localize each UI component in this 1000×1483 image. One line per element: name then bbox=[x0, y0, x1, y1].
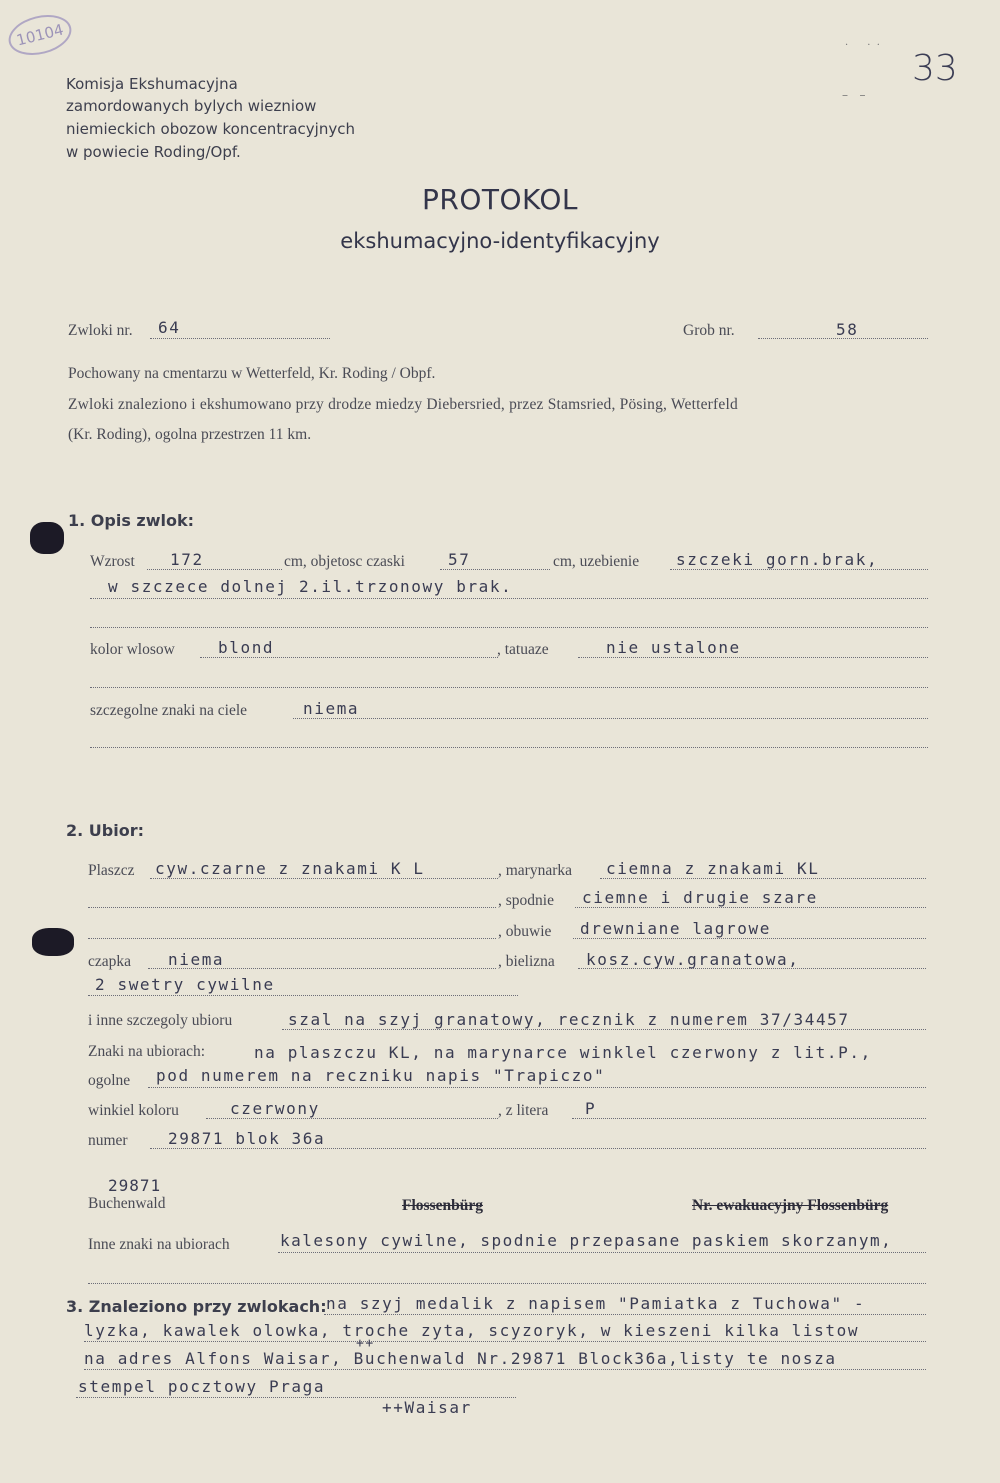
grob-number: 58 bbox=[836, 320, 859, 339]
archive-stamp-number: 10104 bbox=[14, 20, 66, 50]
found-items-value-3c: , Buchenwald Nr.29871 Block36a,listy te nosza bbox=[331, 1349, 837, 1368]
shoes-line bbox=[573, 938, 926, 939]
blank-line-1 bbox=[90, 627, 928, 628]
marks-value: niema bbox=[303, 699, 360, 718]
found-items-value-2: lyzka, kawalek olowka, troche zyta, scyzoryk, w kieszeni kilka listow bbox=[84, 1321, 860, 1340]
buchenwald-number: 29871 bbox=[108, 1176, 162, 1195]
burial-place: Pochowany na cmentarzu w Wetterfeld, Kr. Roding / Obpf. bbox=[68, 365, 436, 382]
evacuation-label: Nr. ewakuacyjny Flossenbürg bbox=[692, 1197, 889, 1214]
binding-hole-2 bbox=[32, 928, 74, 956]
flossenburg-label: Flossenbürg bbox=[402, 1197, 483, 1214]
height-line bbox=[147, 569, 282, 570]
page-number: 33 bbox=[912, 48, 958, 89]
number-line bbox=[150, 1148, 926, 1149]
skull-label: cm, objetosc czaski bbox=[284, 553, 405, 570]
jacket-label: , marynarka bbox=[498, 862, 573, 879]
other-clothing-label: i inne szczegoly ubioru bbox=[88, 1012, 233, 1029]
page-title: PROTOKOL bbox=[422, 183, 578, 216]
found-location-line-1: Zwloki znaleziono i ekshumowano przy drodze miedzy Diebersried, przez Stamsried, Pösing, Wetterfeld bbox=[68, 396, 738, 413]
number-label: numer bbox=[88, 1132, 128, 1149]
grob-label: Grob nr. bbox=[683, 322, 735, 339]
hair-line bbox=[200, 657, 498, 658]
cap-label: czapka bbox=[88, 953, 132, 970]
shoes-value: drewniane lagrowe bbox=[580, 919, 771, 938]
zwloki-number: 64 bbox=[158, 318, 181, 337]
tattoo-label: , tatuaze bbox=[497, 641, 549, 658]
cap-value: niema bbox=[168, 950, 225, 969]
jacket-line bbox=[600, 878, 926, 879]
found-location-line-2: (Kr. Roding), ogolna przestrzen 11 km. bbox=[68, 426, 312, 443]
blank-line-2 bbox=[90, 687, 928, 688]
general-line bbox=[148, 1087, 926, 1088]
tattoo-line bbox=[578, 657, 928, 658]
hair-value: blond bbox=[218, 638, 275, 657]
section3-heading: 3. Znaleziono przy zwlokach: bbox=[66, 1297, 327, 1316]
clothing-marks-label: Znaki na ubiorach: bbox=[88, 1043, 206, 1060]
teeth-line-2 bbox=[90, 598, 928, 599]
blank-line-3 bbox=[90, 747, 928, 748]
section1-heading: 1. Opis zwlok: bbox=[68, 511, 195, 530]
hair-label: kolor wlosow bbox=[90, 641, 175, 658]
teeth-value-1: szczeki gorn.brak, bbox=[676, 550, 879, 569]
height-label: Wzrost bbox=[90, 553, 135, 570]
buchenwald-label: Buchenwald bbox=[88, 1195, 166, 1212]
triangle-color-label: winkiel koloru bbox=[88, 1102, 179, 1119]
letter-line bbox=[572, 1118, 926, 1119]
margin-dash: – – bbox=[842, 88, 866, 102]
other-marks-line bbox=[278, 1252, 926, 1253]
marks-line bbox=[293, 718, 928, 719]
marks-label: szczegolne znaki na ciele bbox=[90, 702, 248, 719]
number-value: 29871 blok 36a bbox=[168, 1129, 326, 1148]
blank-line-4 bbox=[88, 1283, 926, 1284]
sweaters-line bbox=[88, 995, 518, 996]
trousers-pre-line bbox=[88, 907, 496, 908]
found-items-value-1: na szyj medalik z napisem "Pamiatka z Tuchowa" - bbox=[326, 1294, 866, 1313]
underwear-value: kosz.cyw.granatowa, bbox=[586, 950, 800, 969]
header-line-4: w powiecie Roding/Opf. bbox=[66, 143, 241, 161]
coat-label: Plaszcz bbox=[88, 862, 135, 879]
section2-heading: 2. Ubior: bbox=[66, 821, 144, 840]
skull-value: 57 bbox=[448, 550, 471, 569]
found-items-value-3b: Waisar bbox=[263, 1349, 332, 1368]
zwloki-label: Zwloki nr. bbox=[68, 322, 133, 339]
zwloki-line bbox=[150, 338, 330, 339]
found-items-value-4: stempel pocztowy Praga bbox=[78, 1377, 326, 1396]
other-marks-value: kalesony cywilne, spodnie przepasane paskiem skorzanym, bbox=[280, 1231, 893, 1250]
found-items-line-2 bbox=[84, 1341, 926, 1342]
footnote-text: ++Waisar bbox=[382, 1398, 472, 1417]
letter-label: , z litera bbox=[498, 1102, 549, 1119]
header-line-3: niemieckich obozow koncentracyjnych bbox=[66, 120, 355, 138]
footnote-marks: ++ bbox=[356, 1336, 375, 1351]
trousers-line bbox=[575, 907, 926, 908]
shoes-label: , obuwie bbox=[498, 923, 552, 940]
other-clothing-value: szal na szyj granatowy, recznik z numerem 37/34457 bbox=[288, 1010, 850, 1029]
teeth-label: cm, uzebienie bbox=[553, 553, 640, 570]
coat-line bbox=[150, 878, 498, 879]
clothing-marks-value-1: na plaszczu KL, na marynarce winklel czerwony z lit.P., bbox=[254, 1043, 872, 1062]
height-value: 172 bbox=[170, 550, 204, 569]
coat-value: cyw.czarne z znakami K L bbox=[155, 859, 425, 878]
header-line-2: zamordowanych bylych wiezniow bbox=[66, 97, 317, 115]
tattoo-value: nie ustalone bbox=[606, 638, 741, 657]
underwear-label: , bielizna bbox=[498, 953, 555, 970]
archive-stamp bbox=[4, 9, 75, 61]
found-items-value-3a: na adres Alfons bbox=[84, 1349, 253, 1368]
binding-hole-1 bbox=[30, 522, 64, 554]
other-clothing-line bbox=[282, 1029, 926, 1030]
triangle-color-line bbox=[206, 1118, 498, 1119]
found-items-line-3 bbox=[84, 1369, 926, 1370]
letter-value: P bbox=[585, 1099, 597, 1118]
page-subtitle: ekshumacyjno-identyfikacyjny bbox=[340, 229, 660, 253]
triangle-color-value: czerwony bbox=[230, 1099, 320, 1118]
trousers-value: ciemne i drugie szare bbox=[582, 888, 818, 907]
found-items-line-1 bbox=[324, 1314, 926, 1315]
found-items-value-3 bbox=[84, 1349, 837, 1368]
sweaters-value: 2 swetry cywilne bbox=[95, 975, 275, 994]
clothing-marks-value-2: pod numerem na reczniku napis "Trapiczo" bbox=[156, 1066, 606, 1085]
header-line-1: Komisja Ekshumacyjna bbox=[66, 75, 238, 93]
jacket-value: ciemna z znakami KL bbox=[606, 859, 820, 878]
teeth-value-2: w szczece dolnej 2.il.trzonowy brak. bbox=[108, 577, 513, 596]
shoes-pre-line bbox=[88, 938, 496, 939]
trousers-label: , spodnie bbox=[498, 892, 554, 909]
other-marks-label: Inne znaki na ubiorach bbox=[88, 1236, 230, 1253]
general-label: ogolne bbox=[88, 1072, 131, 1089]
skull-line bbox=[440, 569, 550, 570]
teeth-line bbox=[670, 569, 928, 570]
margin-dots: · · · bbox=[845, 40, 880, 51]
